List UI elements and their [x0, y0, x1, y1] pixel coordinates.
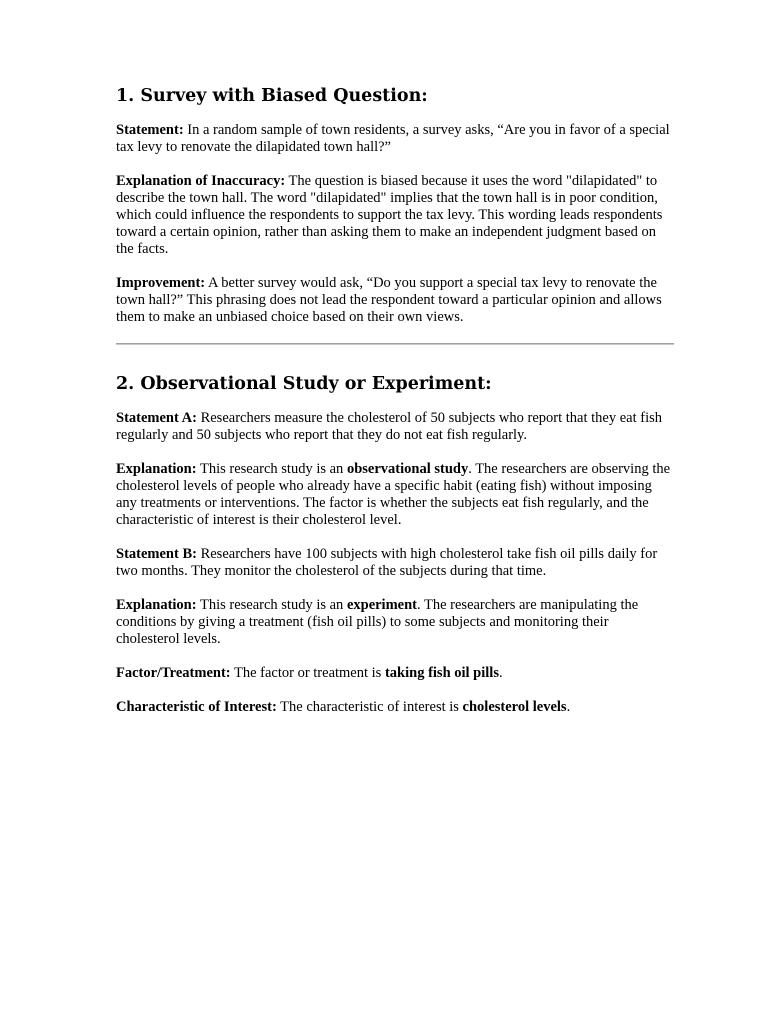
explanation-b-emphasis: experiment — [346, 597, 417, 613]
explanation-inaccuracy-paragraph — [116, 173, 674, 258]
factor-label: Factor/Treatment: — [116, 665, 231, 681]
statement-a-text: Researchers measure the cholesterol of 50 subjects who report that they eat fish regularly and 50 subjects who report that they do not eat fish regularly. — [116, 410, 663, 443]
explanation-a-label: Explanation: — [116, 461, 197, 477]
statement-b-paragraph — [116, 546, 674, 580]
improvement-label: Improvement: — [116, 275, 206, 291]
factor-paragraph — [116, 665, 674, 682]
section-survey — [116, 84, 674, 326]
statement-b-text: Researchers have 100 subjects with high cholesterol take fish oil pills daily for two months. They monitor the cholesterol of the subjects during that time. — [116, 546, 658, 579]
statement-a-paragraph — [116, 410, 674, 444]
characteristic-text-pre: The characteristic of interest is — [276, 699, 463, 715]
improvement-paragraph — [116, 275, 674, 326]
explanation-b-paragraph — [116, 597, 674, 648]
explanation-b-text-post: . The researchers are manipulating the conditions by giving a treatment (fish oil pills) to some subjects and monitoring their cholesterol levels. — [116, 597, 639, 647]
statement-b-label: Statement B: — [116, 546, 197, 562]
characteristic-emphasis: cholesterol levels — [462, 699, 567, 715]
statement-paragraph — [116, 122, 674, 156]
section-heading-study: 2. Observational Study or Experiment: — [116, 374, 492, 394]
section-study — [116, 372, 674, 716]
document-page — [116, 84, 674, 733]
characteristic-label: Characteristic of Interest: — [116, 699, 277, 715]
characteristic-text-post: . — [566, 699, 571, 715]
section-heading-survey: 1. Survey with Biased Question: — [116, 86, 428, 106]
statement-label: Statement: — [116, 122, 184, 138]
explanation-a-emphasis: observational study — [346, 461, 469, 477]
explanation-a-text-pre: This research study is an — [196, 461, 347, 477]
factor-emphasis: taking fish oil pills — [384, 665, 499, 681]
explanation-inaccuracy-label: Explanation of Inaccuracy: — [116, 173, 286, 189]
explanation-a-paragraph — [116, 461, 674, 529]
characteristic-paragraph — [116, 699, 674, 716]
factor-text-post: . — [498, 665, 503, 681]
factor-text-pre: The factor or treatment is — [230, 665, 385, 681]
explanation-b-label: Explanation: — [116, 597, 197, 613]
explanation-b-text-pre: This research study is an — [196, 597, 347, 613]
statement-text: In a random sample of town residents, a survey asks, “Are you in favor of a special tax levy to renovate the dilapidated town hall?” — [116, 122, 670, 155]
explanation-inaccuracy-text: The question is biased because it uses the word "dilapidated" to describe the town hall. The word "dilapidated" implies that the town hall is in poor condition, which could influence the respondents to support the tax levy. This wording leads respondents toward a certain opinion, rather than asking them to make an independent judgment based on the facts. — [116, 173, 663, 257]
explanation-a-text-post: . The researchers are observing the cholesterol levels of people who already have a specific habit (eating fish) without imposing any treatments or interventions. The factor is whether the subjects eat fish regularly, and the characteristic of interest is their cholesterol level. — [116, 461, 671, 528]
horizontal-divider — [116, 343, 674, 345]
statement-a-label: Statement A: — [116, 410, 197, 426]
improvement-text: A better survey would ask, “Do you support a special tax levy to renovate the town hall?” This phrasing does not lead the respondent toward a particular opinion and allows them to make an unbiased choice based on their own views. — [116, 275, 662, 325]
